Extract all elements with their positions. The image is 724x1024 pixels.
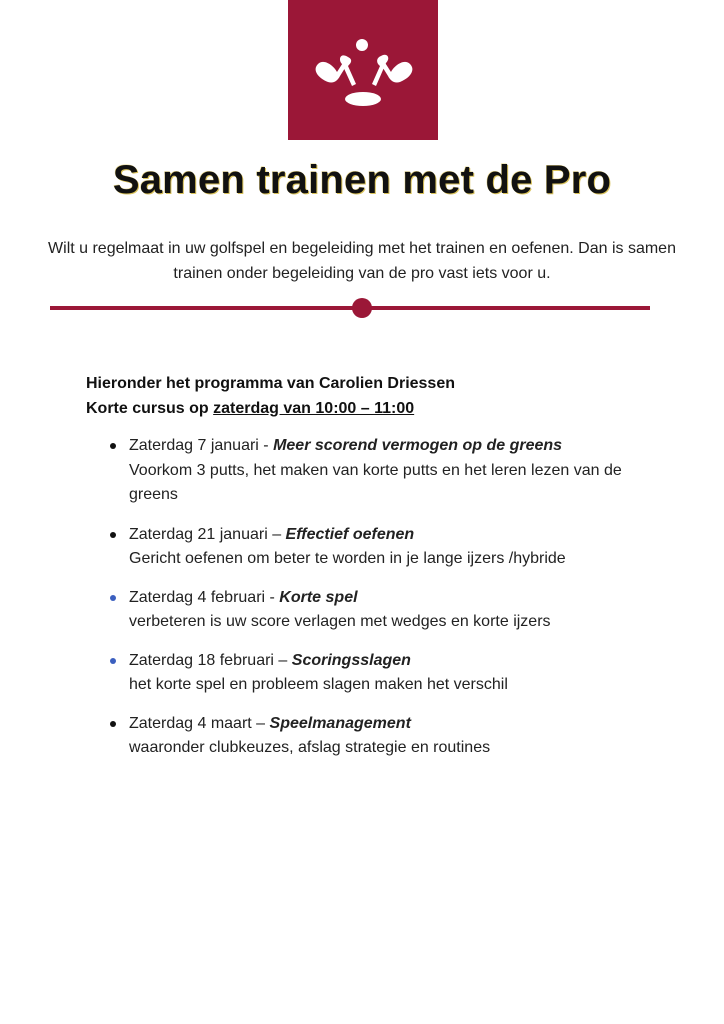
session-topic: Meer scorend vermogen op de greens xyxy=(273,437,563,454)
course-line xyxy=(86,396,646,421)
page-title: Samen trainen met de Pro xyxy=(112,158,612,202)
session-date: Zaterdag 21 januari – xyxy=(129,525,286,543)
session-list xyxy=(108,434,648,761)
program-heading: Hieronder het programma van Carolien Driessen xyxy=(86,375,455,392)
golf-clubs-and-ball-logo-icon xyxy=(288,0,438,140)
session-date: Zaterdag 4 februari - xyxy=(129,588,280,606)
divider-line xyxy=(50,306,650,310)
course-time: zaterdag van 10:00 – 11:00 xyxy=(213,400,415,417)
program-block xyxy=(86,371,646,421)
session-date: Zaterdag 7 januari - xyxy=(129,437,274,454)
logo xyxy=(288,0,438,140)
session-description: verbeteren is uw score verlagen met wedges en korte ijzers xyxy=(129,613,551,630)
session-description: Gericht oefenen om beter te worden in je lange ijzers /hybride xyxy=(129,550,566,567)
session-date: Zaterdag 18 februari – xyxy=(129,651,292,669)
session-date: Zaterdag 4 maart – xyxy=(129,714,270,732)
bullet-icon xyxy=(110,658,116,664)
bullet-icon xyxy=(110,595,116,601)
session-topic: Speelmanagement xyxy=(269,714,411,732)
divider-dot xyxy=(352,298,372,318)
bullet-icon xyxy=(110,443,116,449)
list-item xyxy=(108,712,648,761)
session-topic: Korte spel xyxy=(279,588,358,606)
list-item xyxy=(108,649,648,698)
session-topic: Scoringsslagen xyxy=(291,651,411,669)
list-item xyxy=(108,523,648,572)
session-description: waaronder clubkeuzes, afslag strategie en routines xyxy=(129,739,491,756)
session-description: het korte spel en probleem slagen maken het verschil xyxy=(129,676,508,693)
bullet-icon xyxy=(110,532,116,538)
list-item xyxy=(108,434,648,508)
intro-text: Wilt u regelmaat in uw golfspel en begeleiding met het trainen en oefenen. Dan is samen trainen onder begeleiding van de pro vast iets voor u. xyxy=(48,240,676,282)
list-item xyxy=(108,586,648,635)
course-prefix: Korte cursus op xyxy=(86,400,214,417)
bullet-icon xyxy=(110,721,116,727)
session-description: Voorkom 3 putts, het maken van korte putts en het leren lezen van de greens xyxy=(129,461,622,503)
session-topic: Effectief oefenen xyxy=(285,525,415,543)
